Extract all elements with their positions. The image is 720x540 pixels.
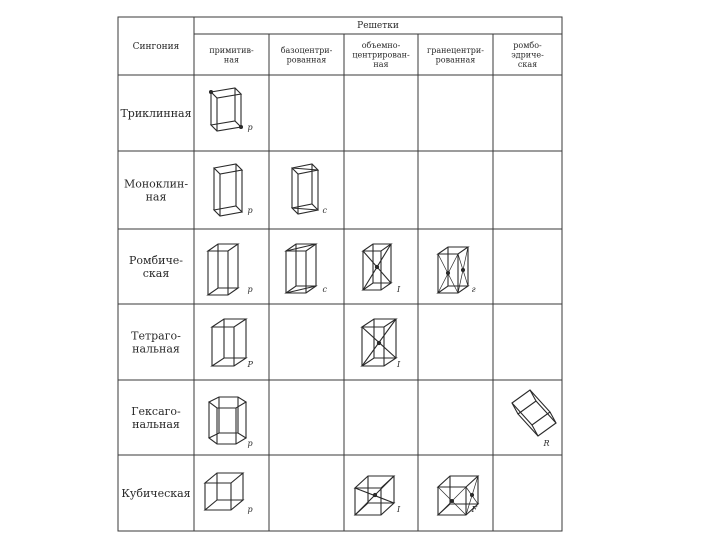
cubic-body-centered-cell-drawing <box>355 476 394 515</box>
lattice-drawings <box>205 88 556 515</box>
syngony-row-label: Моноклин- <box>123 177 189 191</box>
column-header-label: ромбо- <box>513 41 542 50</box>
orthorhombic-base-centered-cell-drawing <box>286 244 316 293</box>
tetragonal-body-centered-cell-drawing <box>362 319 396 366</box>
table-grid <box>118 17 562 531</box>
lattice-type-mark: P <box>247 360 253 369</box>
cubic-primitive-cell-drawing <box>205 473 243 510</box>
hexagonal-primitive-cell-drawing <box>209 397 246 444</box>
monoclinic-base-centered-cell-drawing <box>292 164 318 214</box>
column-header-label: центрирован- <box>352 50 410 60</box>
lattices-header: Решетки <box>357 21 399 31</box>
column-header-label: гранецентри- <box>427 45 484 55</box>
tetragonal-primitive-cell-drawing <box>212 319 246 366</box>
column-header-label: рованная <box>286 55 327 65</box>
orthorhombic-face-centered-cell-drawing <box>438 247 468 293</box>
syngony-row-label: Гексаго- <box>131 405 181 418</box>
syngony-row-label: ная <box>145 190 167 204</box>
lattice-type-mark: p <box>247 439 253 448</box>
syngony-row-label: ская <box>142 267 170 280</box>
triclinic-primitive-cell-drawing <box>210 88 243 131</box>
lattice-type-mark: p <box>247 123 253 132</box>
orthorhombic-primitive-cell-drawing <box>208 244 238 295</box>
lattice-type-mark: p <box>247 505 253 514</box>
syngony-row-label: нальная <box>132 342 180 356</box>
column-header-label: эдриче- <box>511 50 544 60</box>
lattice-type-mark: г <box>471 285 476 294</box>
column-header-label: базоцентри- <box>280 45 333 55</box>
syngony-row-label: Кубическая <box>121 487 191 500</box>
lattice-type-mark: c <box>322 285 327 294</box>
column-header-label: примитив- <box>209 45 254 55</box>
lattice-type-mark: p <box>247 285 253 294</box>
column-header-label: рованная <box>435 55 476 65</box>
column-header-label: ная <box>223 55 240 65</box>
orthorhombic-body-centered-cell-drawing <box>363 244 391 290</box>
lattice-type-mark: R <box>543 439 550 448</box>
rhombohedral-cell-drawing <box>512 390 556 436</box>
column-header-label: объемно- <box>361 41 401 50</box>
lattice-type-mark: I <box>397 285 401 294</box>
lattice-type-mark: I <box>397 360 401 369</box>
syngony-row-label: нальная <box>132 418 180 431</box>
lattice-type-mark: F <box>471 505 478 514</box>
monoclinic-primitive-cell-drawing <box>214 164 242 216</box>
lattice-column-headers <box>209 41 544 69</box>
column-header-label: ная <box>373 60 389 69</box>
lattice-type-mark: c <box>322 206 327 215</box>
syngony-row-label: Ромбиче- <box>128 254 184 267</box>
column-header-label: ская <box>517 60 538 69</box>
lattice-type-mark: p <box>247 206 253 215</box>
syngony-row-label: Триклинная <box>120 107 192 120</box>
syngony-header: Сингония <box>132 42 180 52</box>
lattice-type-mark: I <box>397 505 401 514</box>
syngony-row-label: Тетраго- <box>131 329 181 343</box>
